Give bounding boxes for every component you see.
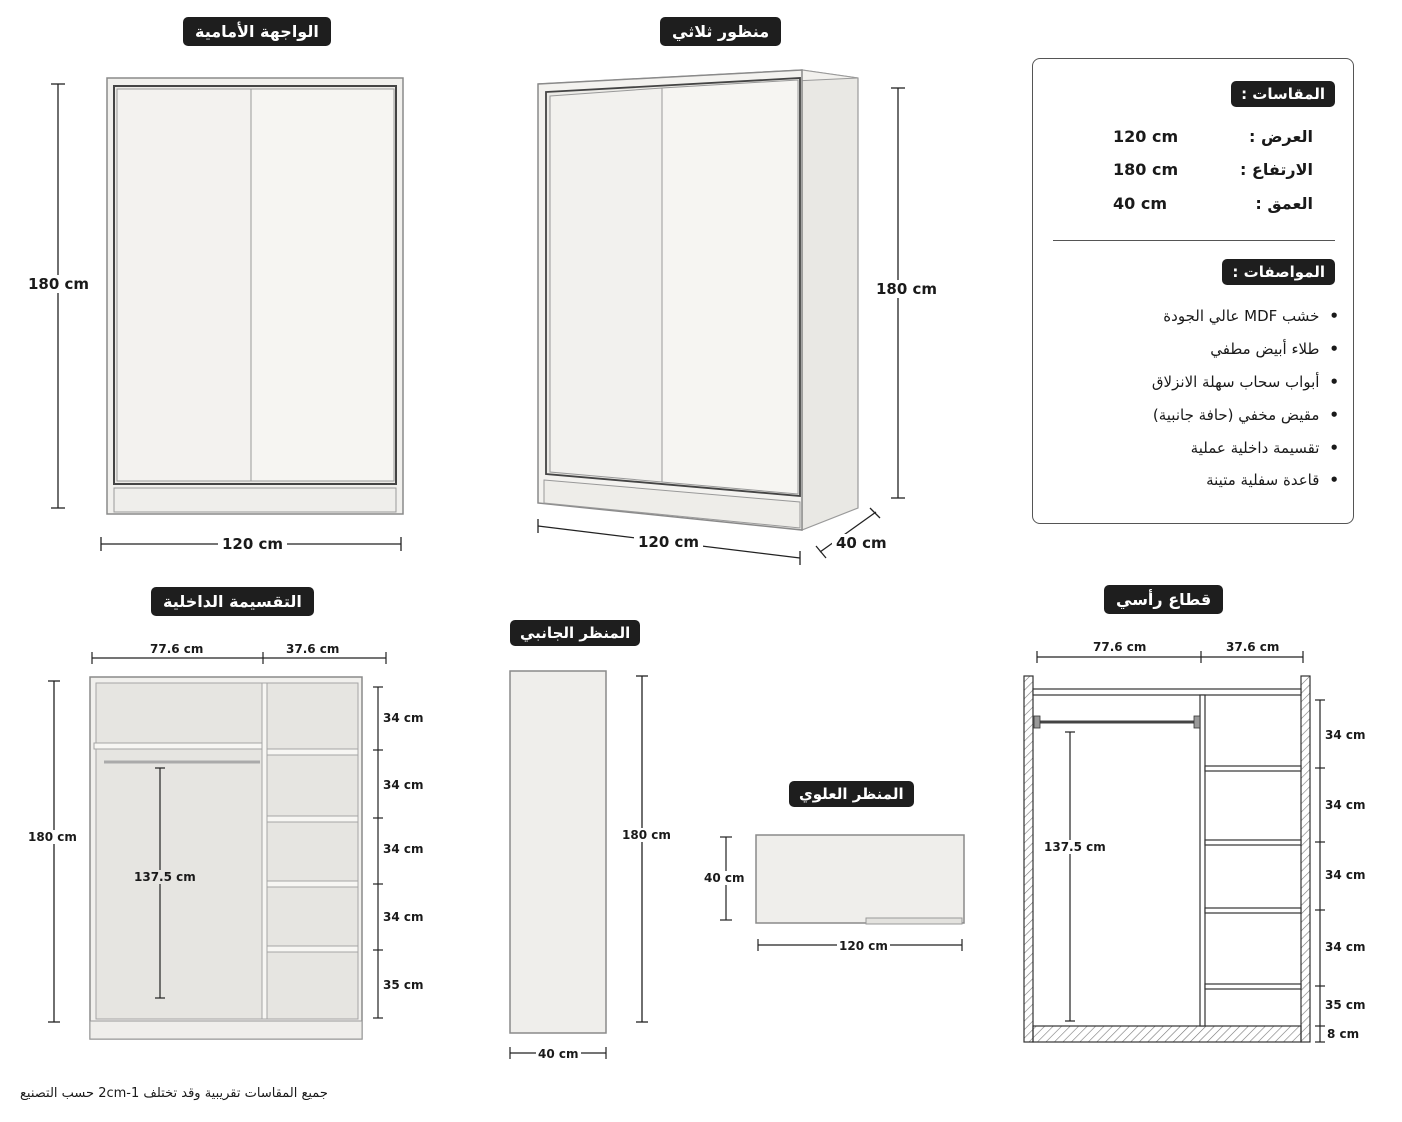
spec-item xyxy=(1191,439,1339,463)
spec-text: مقيض مخفي (حافة جانبية) xyxy=(1152,406,1320,424)
section-shelf-label: 34 cm xyxy=(1325,728,1366,742)
bullet-icon: • xyxy=(1329,439,1339,457)
interior-shelf-label: 34 cm xyxy=(383,778,424,792)
side-view-drawing xyxy=(510,671,648,1059)
height-value: 180 cm xyxy=(1113,160,1179,179)
front-height-label: 180 cm xyxy=(24,275,93,293)
section-left-width-label: 77.6 cm xyxy=(1093,640,1147,654)
interior-height-label: 180 cm xyxy=(28,830,77,844)
interior-right-width-label: 37.6 cm xyxy=(286,642,340,656)
iso-view-drawing xyxy=(538,70,905,565)
footnote: جميع المقاسات تقريبية وقد تختلف 1-2cm حسب التصنيع xyxy=(20,1086,328,1101)
iso-height-label: 180 cm xyxy=(872,280,941,298)
section-base-label: 8 cm xyxy=(1327,1027,1360,1041)
section-shelf-label: 35 cm xyxy=(1325,998,1366,1012)
spec-text: خشب MDF عالي الجودة xyxy=(1163,307,1320,325)
bullet-icon: • xyxy=(1329,406,1339,424)
width-label: العرض : xyxy=(1249,127,1313,146)
width-row xyxy=(1113,127,1313,151)
spec-item xyxy=(1153,406,1339,430)
depth-label: العمق : xyxy=(1255,194,1313,213)
interior-shelf-label: 34 cm xyxy=(383,711,424,725)
section-view-title: قطاع رأسي xyxy=(1104,585,1223,614)
section-shelf-label: 34 cm xyxy=(1325,940,1366,954)
spec-item xyxy=(1206,471,1339,495)
panel-divider xyxy=(1053,240,1335,241)
height-label: الارتفاع : xyxy=(1239,160,1313,179)
interior-view-drawing xyxy=(48,652,386,1039)
side-height-label: 180 cm xyxy=(622,828,671,842)
spec-text: أبواب سحاب سهلة الانزلاق xyxy=(1151,373,1320,391)
spec-item xyxy=(1163,307,1339,331)
iso-width-label: 120 cm xyxy=(634,533,703,551)
bullet-icon: • xyxy=(1329,340,1339,358)
height-row xyxy=(1113,160,1313,184)
top-view-drawing xyxy=(720,835,964,951)
section-hang-label: 137.5 cm xyxy=(1044,840,1106,854)
interior-shelf-label: 35 cm xyxy=(383,978,424,992)
top-width-label: 120 cm xyxy=(839,939,888,953)
front-view-title: الواجهة الأمامية xyxy=(183,17,331,46)
depth-row xyxy=(1113,194,1313,218)
depth-value: 40 cm xyxy=(1113,194,1167,213)
spec-text: تقسيمة داخلية عملية xyxy=(1190,439,1320,457)
iso-depth-label: 40 cm xyxy=(832,534,891,552)
bullet-icon: • xyxy=(1329,373,1339,391)
side-view-title: المنظر الجانبي xyxy=(510,620,640,646)
width-value: 120 cm xyxy=(1113,127,1179,146)
dimensions-title: المقاسات : xyxy=(1231,81,1335,107)
front-width-label: 120 cm xyxy=(218,535,287,553)
section-shelf-label: 34 cm xyxy=(1325,798,1366,812)
bullet-icon: • xyxy=(1329,471,1339,489)
interior-view-title: التقسيمة الداخلية xyxy=(151,587,314,616)
side-depth-label: 40 cm xyxy=(538,1047,579,1061)
top-depth-label: 40 cm xyxy=(704,871,745,885)
spec-text: طلاء أبيض مطفي xyxy=(1210,340,1320,358)
spec-text: قاعدة سفلية متينة xyxy=(1206,471,1320,489)
interior-shelf-label: 34 cm xyxy=(383,842,424,856)
section-right-width-label: 37.6 cm xyxy=(1226,640,1280,654)
top-view-title: المنظر العلوي xyxy=(789,781,914,807)
front-view-drawing xyxy=(51,78,403,551)
bullet-icon: • xyxy=(1329,307,1339,325)
iso-view-title: منظور ثلاثي xyxy=(660,17,781,46)
interior-left-width-label: 77.6 cm xyxy=(150,642,204,656)
specs-title: المواصفات : xyxy=(1222,259,1335,285)
interior-shelf-label: 34 cm xyxy=(383,910,424,924)
section-shelf-label: 34 cm xyxy=(1325,868,1366,882)
interior-hang-label: 137.5 cm xyxy=(134,870,196,884)
spec-item xyxy=(1210,340,1339,364)
spec-item xyxy=(1152,373,1339,397)
info-panel xyxy=(1032,58,1354,524)
